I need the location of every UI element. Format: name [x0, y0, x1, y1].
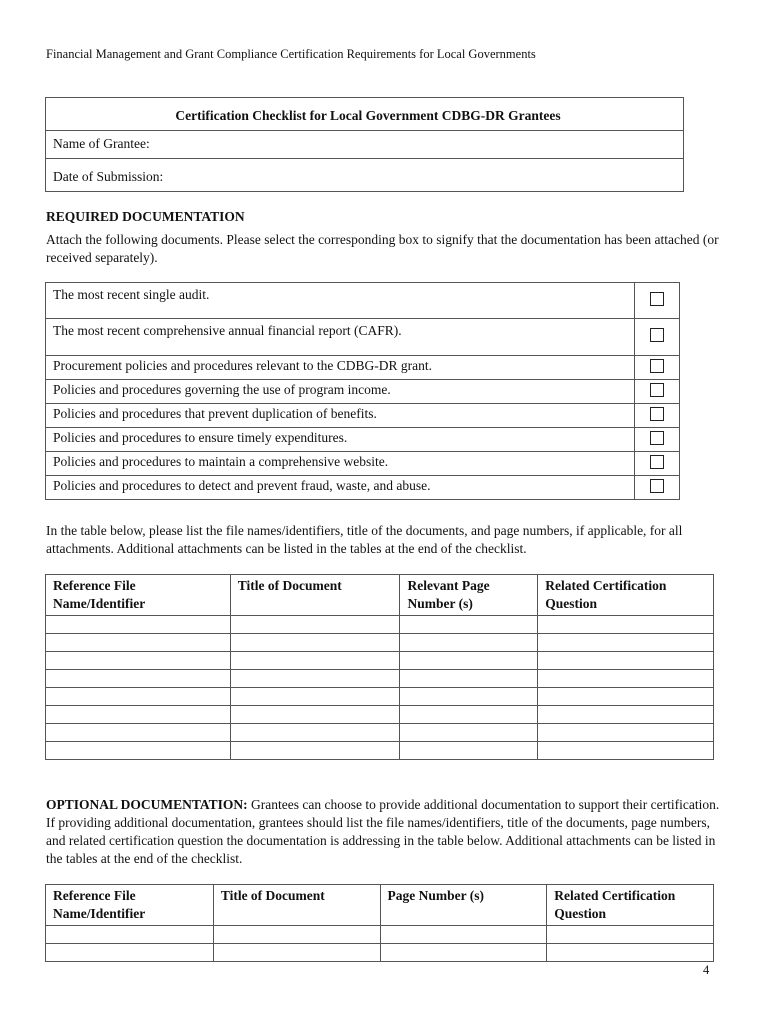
table-cell[interactable] [46, 706, 231, 724]
doc-item-label: The most recent single audit. [46, 283, 635, 319]
checkbox[interactable] [650, 431, 664, 445]
table-cell[interactable] [400, 616, 538, 634]
column-header: Title of Document [213, 885, 380, 926]
table-cell[interactable] [46, 724, 231, 742]
column-header: Related Certification Question [547, 885, 714, 926]
column-header: Relevant Page Number (s) [400, 575, 538, 616]
table-cell[interactable] [400, 742, 538, 760]
table-cell[interactable] [230, 616, 400, 634]
table-cell[interactable] [380, 926, 547, 944]
column-header: Title of Document [230, 575, 400, 616]
column-header: Reference File Name/Identifier [46, 575, 231, 616]
attachments-instructions: In the table below, please list the file names/identifiers, title of the documents, and page numbers, if applicable, for all attachments. Additional attachments can be listed in the tables at the end of the checklist. [46, 523, 683, 556]
required-instructions: Attach the following documents. Please select the corresponding box to signify that the documentation has been attached (or received separately). [46, 232, 719, 265]
doc-item-label: The most recent comprehensive annual financial report (CAFR). [46, 319, 635, 356]
table-cell[interactable] [400, 724, 538, 742]
table-row [46, 670, 714, 688]
required-documents-table [45, 282, 680, 500]
page-number: 4 [703, 963, 710, 977]
table-row [46, 944, 714, 962]
table-cell[interactable] [547, 944, 714, 962]
table-cell[interactable] [400, 706, 538, 724]
doc-item-checkbox-cell [635, 428, 680, 452]
checkbox[interactable] [650, 479, 664, 493]
table-row [46, 926, 714, 944]
doc-item-checkbox-cell [635, 319, 680, 356]
doc-item-checkbox-cell [635, 452, 680, 476]
table-cell[interactable] [547, 926, 714, 944]
checkbox[interactable] [650, 383, 664, 397]
table-row [46, 616, 714, 634]
doc-item-checkbox-cell [635, 476, 680, 500]
table-cell[interactable] [538, 742, 714, 760]
column-header: Reference File Name/Identifier [46, 885, 214, 926]
table-row [46, 742, 714, 760]
table-cell[interactable] [230, 742, 400, 760]
table-row [46, 688, 714, 706]
table-cell[interactable] [380, 944, 547, 962]
doc-item-checkbox-cell [635, 283, 680, 319]
certification-checklist-table [45, 97, 684, 192]
table-cell[interactable] [46, 944, 214, 962]
optional-documentation-paragraph [46, 796, 726, 868]
checkbox[interactable] [650, 455, 664, 469]
table-cell[interactable] [230, 670, 400, 688]
table-cell[interactable] [213, 926, 380, 944]
table-cell[interactable] [538, 670, 714, 688]
table-cell[interactable] [538, 634, 714, 652]
table-cell[interactable] [46, 616, 231, 634]
grantee-name-field[interactable]: Name of Grantee: [46, 131, 684, 159]
doc-item-label: Procurement policies and procedures relevant to the CDBG-DR grant. [46, 356, 635, 380]
table-row [46, 724, 714, 742]
table-cell[interactable] [230, 634, 400, 652]
table-cell[interactable] [400, 688, 538, 706]
doc-item-label: Policies and procedures to detect and prevent fraud, waste, and abuse. [46, 476, 635, 500]
table-cell[interactable] [46, 926, 214, 944]
doc-item-checkbox-cell [635, 356, 680, 380]
table-row [46, 652, 714, 670]
checkbox[interactable] [650, 407, 664, 421]
doc-item-label: Policies and procedures to maintain a comprehensive website. [46, 452, 635, 476]
doc-item-label: Policies and procedures that prevent duplication of benefits. [46, 404, 635, 428]
checkbox[interactable] [650, 359, 664, 373]
table-cell[interactable] [400, 634, 538, 652]
table-cell[interactable] [46, 688, 231, 706]
required-attachments-table [45, 574, 714, 760]
checkbox[interactable] [650, 328, 664, 342]
doc-item-checkbox-cell [635, 380, 680, 404]
doc-item-checkbox-cell [635, 404, 680, 428]
table-cell[interactable] [46, 634, 231, 652]
optional-documentation-title: OPTIONAL DOCUMENTATION: [46, 797, 248, 812]
table-row [46, 706, 714, 724]
table-cell[interactable] [46, 742, 231, 760]
optional-documentation-text: Grantees can choose to provide additional documentation to support their certification. If providing additional documentation, grantees should list the file names/identifiers, title of the documents, page numbers, and related certification question the documentation is addressing in the table below. Additional attachments can be listed in the tables at the end of the checklist. [46, 797, 720, 866]
table-cell[interactable] [46, 652, 231, 670]
table-cell[interactable] [538, 616, 714, 634]
column-header: Page Number (s) [380, 885, 547, 926]
table-cell[interactable] [400, 670, 538, 688]
table-cell[interactable] [230, 688, 400, 706]
table-cell[interactable] [230, 652, 400, 670]
page-header: Financial Management and Grant Compliance Certification Requirements for Local Governments [46, 47, 536, 61]
table-cell[interactable] [213, 944, 380, 962]
table-cell[interactable] [46, 670, 231, 688]
table-cell[interactable] [538, 688, 714, 706]
required-documentation-title: REQUIRED DOCUMENTATION [46, 209, 245, 224]
table-row [46, 634, 714, 652]
table-cell[interactable] [538, 706, 714, 724]
submission-date-field[interactable]: Date of Submission: [46, 159, 684, 192]
checklist-title: Certification Checklist for Local Government CDBG-DR Grantees [46, 98, 684, 131]
table-cell[interactable] [230, 724, 400, 742]
doc-item-label: Policies and procedures to ensure timely expenditures. [46, 428, 635, 452]
doc-item-label: Policies and procedures governing the use of program income. [46, 380, 635, 404]
table-cell[interactable] [538, 652, 714, 670]
table-cell[interactable] [400, 652, 538, 670]
table-cell[interactable] [230, 706, 400, 724]
optional-attachments-table [45, 884, 714, 962]
table-cell[interactable] [538, 724, 714, 742]
column-header: Related Certification Question [538, 575, 714, 616]
checkbox[interactable] [650, 292, 664, 306]
